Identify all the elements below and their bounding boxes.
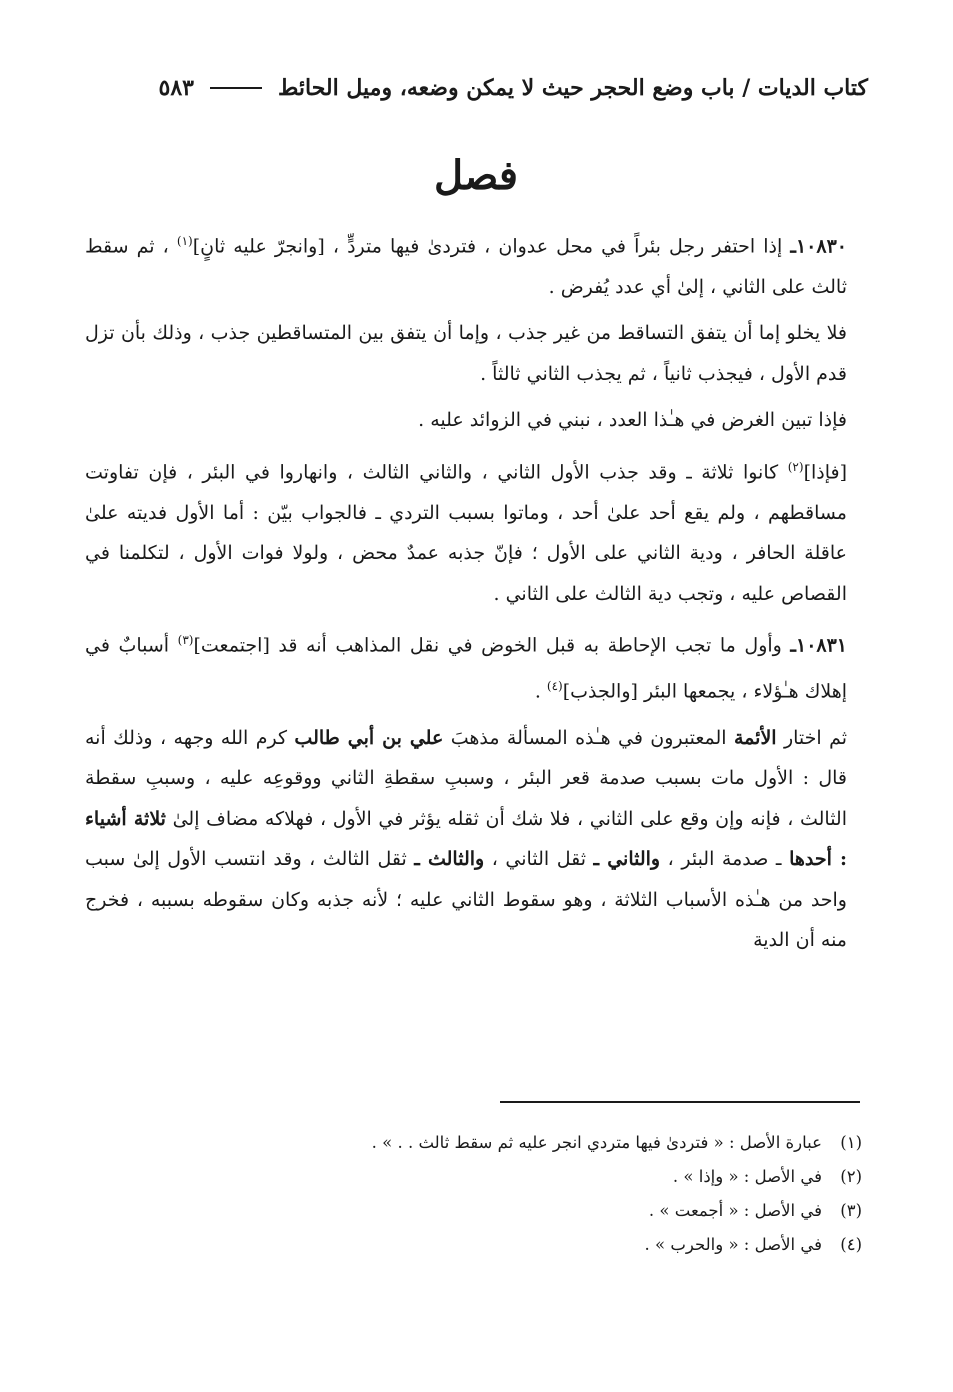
paragraph-text: ـ صدمة البئر ، <box>660 848 790 871</box>
paragraph-text: فلا يخلو إما أن يتفق التساقط من غير جذب ، وإما أن يتفق بين المتساقطين جذب ، وذلك بأن تزل قدم الأول ، فيجذب ثانياً ، ثم يجذب الثاني ثالثاً . <box>85 322 847 385</box>
footnote-number: (١) <box>840 1133 862 1152</box>
footnote-text: في الأصل : « أجمعت » . <box>648 1201 822 1220</box>
header-rule <box>210 87 262 89</box>
paragraph-text: ، ثم سقط ثالث على الثاني ، إلىٰ أي عدد يُفرض . <box>85 235 847 298</box>
paragraph-text: فإذا تبين الغرض في هـٰذا العدد ، نبني في الزوائد عليه . <box>418 409 847 432</box>
paragraph-text: [فإذا] <box>803 461 847 484</box>
footnote-1 <box>300 1126 862 1160</box>
paragraph-text: كانوا ثلاثة ـ وقد جذب الأول الثاني ، والثاني الثالث ، وانهاروا في البئر ، فإن تفاوتت مساقطهم ، ولم يقع أحد علىٰ أحد ، وماتوا بسبب التردي ـ فالجواب بيّن : أما الأول فديته علىٰ عاقلة الحافر ، ودية الثاني على الأول ؛ فإنّ جذبه عمدٌ محض ، ولولا فوات الأول ، لتكلمنا في القصاص عليه ، وتجب دية الثالث على الثاني . <box>85 461 847 605</box>
paragraph-10830 <box>85 221 867 307</box>
footnote-4 <box>300 1228 862 1262</box>
footnote-3 <box>300 1194 862 1228</box>
running-header <box>108 68 868 108</box>
bold-term: ثلاثة أشياء : أحدها <box>85 807 848 871</box>
paragraph <box>85 447 867 614</box>
footnote-number: (٢) <box>840 1167 862 1186</box>
footnote-text: في الأصل : « والحرب » . <box>644 1235 822 1254</box>
footnote-text: في الأصل : « وإذا » . <box>672 1167 822 1186</box>
footnotes <box>300 1126 862 1262</box>
paragraph-text: ثقل الثاني ، <box>484 848 594 871</box>
footnote-text: عبارة الأصل : « فتردىٰ فيها متردي انجر عليه ثم سقط ثالث . . » . <box>371 1133 822 1152</box>
paragraph-text: كرم الله وجهه ، وذلك أنه قال : الأول مات بسبب صدمة قعر البئر ، وسببِ سقطةِ الثاني ووقوعِه عليه ، وسببِ سقطة الثالث ، فإنه وإن وقع على الثاني ، فلا شك أن ثقله يؤثر في الأول ، فهلاكه مضاف إلىٰ <box>85 726 847 830</box>
footnote-ref: (٤) <box>546 678 563 693</box>
bold-term: والثاني ـ <box>593 848 661 871</box>
bold-term: علي بن أبي طالب <box>294 726 444 749</box>
footnote-2 <box>300 1160 862 1194</box>
footnote-number: (٤) <box>840 1235 862 1254</box>
paragraph-number: ١٠٨٣٠ـ <box>790 235 847 258</box>
paragraph-text: وأول ما تجب الإحاطة به قبل الخوض في نقل المذاهب أنه قد [اجتمعت] <box>193 634 782 657</box>
paragraph-10831 <box>85 620 867 712</box>
paragraph-text: المعتبرون في هـٰذه المسألة مذهبَ <box>443 726 734 749</box>
footnote-rule <box>500 1101 860 1103</box>
bold-term: الأئمة <box>734 726 777 749</box>
paragraph-text: ثم اختار <box>776 726 848 749</box>
footnote-ref: (٣) <box>177 633 194 648</box>
footnote-ref: (١) <box>176 234 193 248</box>
footnote-number: (٣) <box>840 1201 862 1220</box>
page-number: ٥٨٣ <box>158 75 194 101</box>
paragraph <box>85 400 867 441</box>
header-title: كتاب الديات / باب وضع الحجر حيث لا يمكن وضعه، وميل الحائط <box>278 75 868 101</box>
paragraph-number: ١٠٨٣١ـ <box>790 634 848 657</box>
section-heading: فصل <box>433 151 519 199</box>
body-text <box>85 221 867 961</box>
paragraph-text: ثقل الثالث ، وقد انتسب الأول إلىٰ سبب واحد من هـٰذه الأسباب الثلاثة ، وهو سقوط الثاني عليه ؛ لأنه جذبه وكان سقوطه بسببه ، فخرج منه أن الدية <box>85 848 847 952</box>
paragraph-text: . <box>534 680 547 703</box>
paragraph-text: إذا احتفر رجل بئراً في محل عدوان ، فتردىٰ فيها متردٍّ ، [وانجرّ عليه ثانٍ] <box>192 235 783 258</box>
footnote-ref: (٢) <box>787 459 804 474</box>
bold-term: والثالث ـ <box>414 848 485 871</box>
paragraph <box>85 718 867 961</box>
paragraph-text: أسبابٌ في إهلاك هـٰؤلاء ، يجمعها البئر [والجذب] <box>85 634 847 703</box>
paragraph <box>85 313 867 394</box>
